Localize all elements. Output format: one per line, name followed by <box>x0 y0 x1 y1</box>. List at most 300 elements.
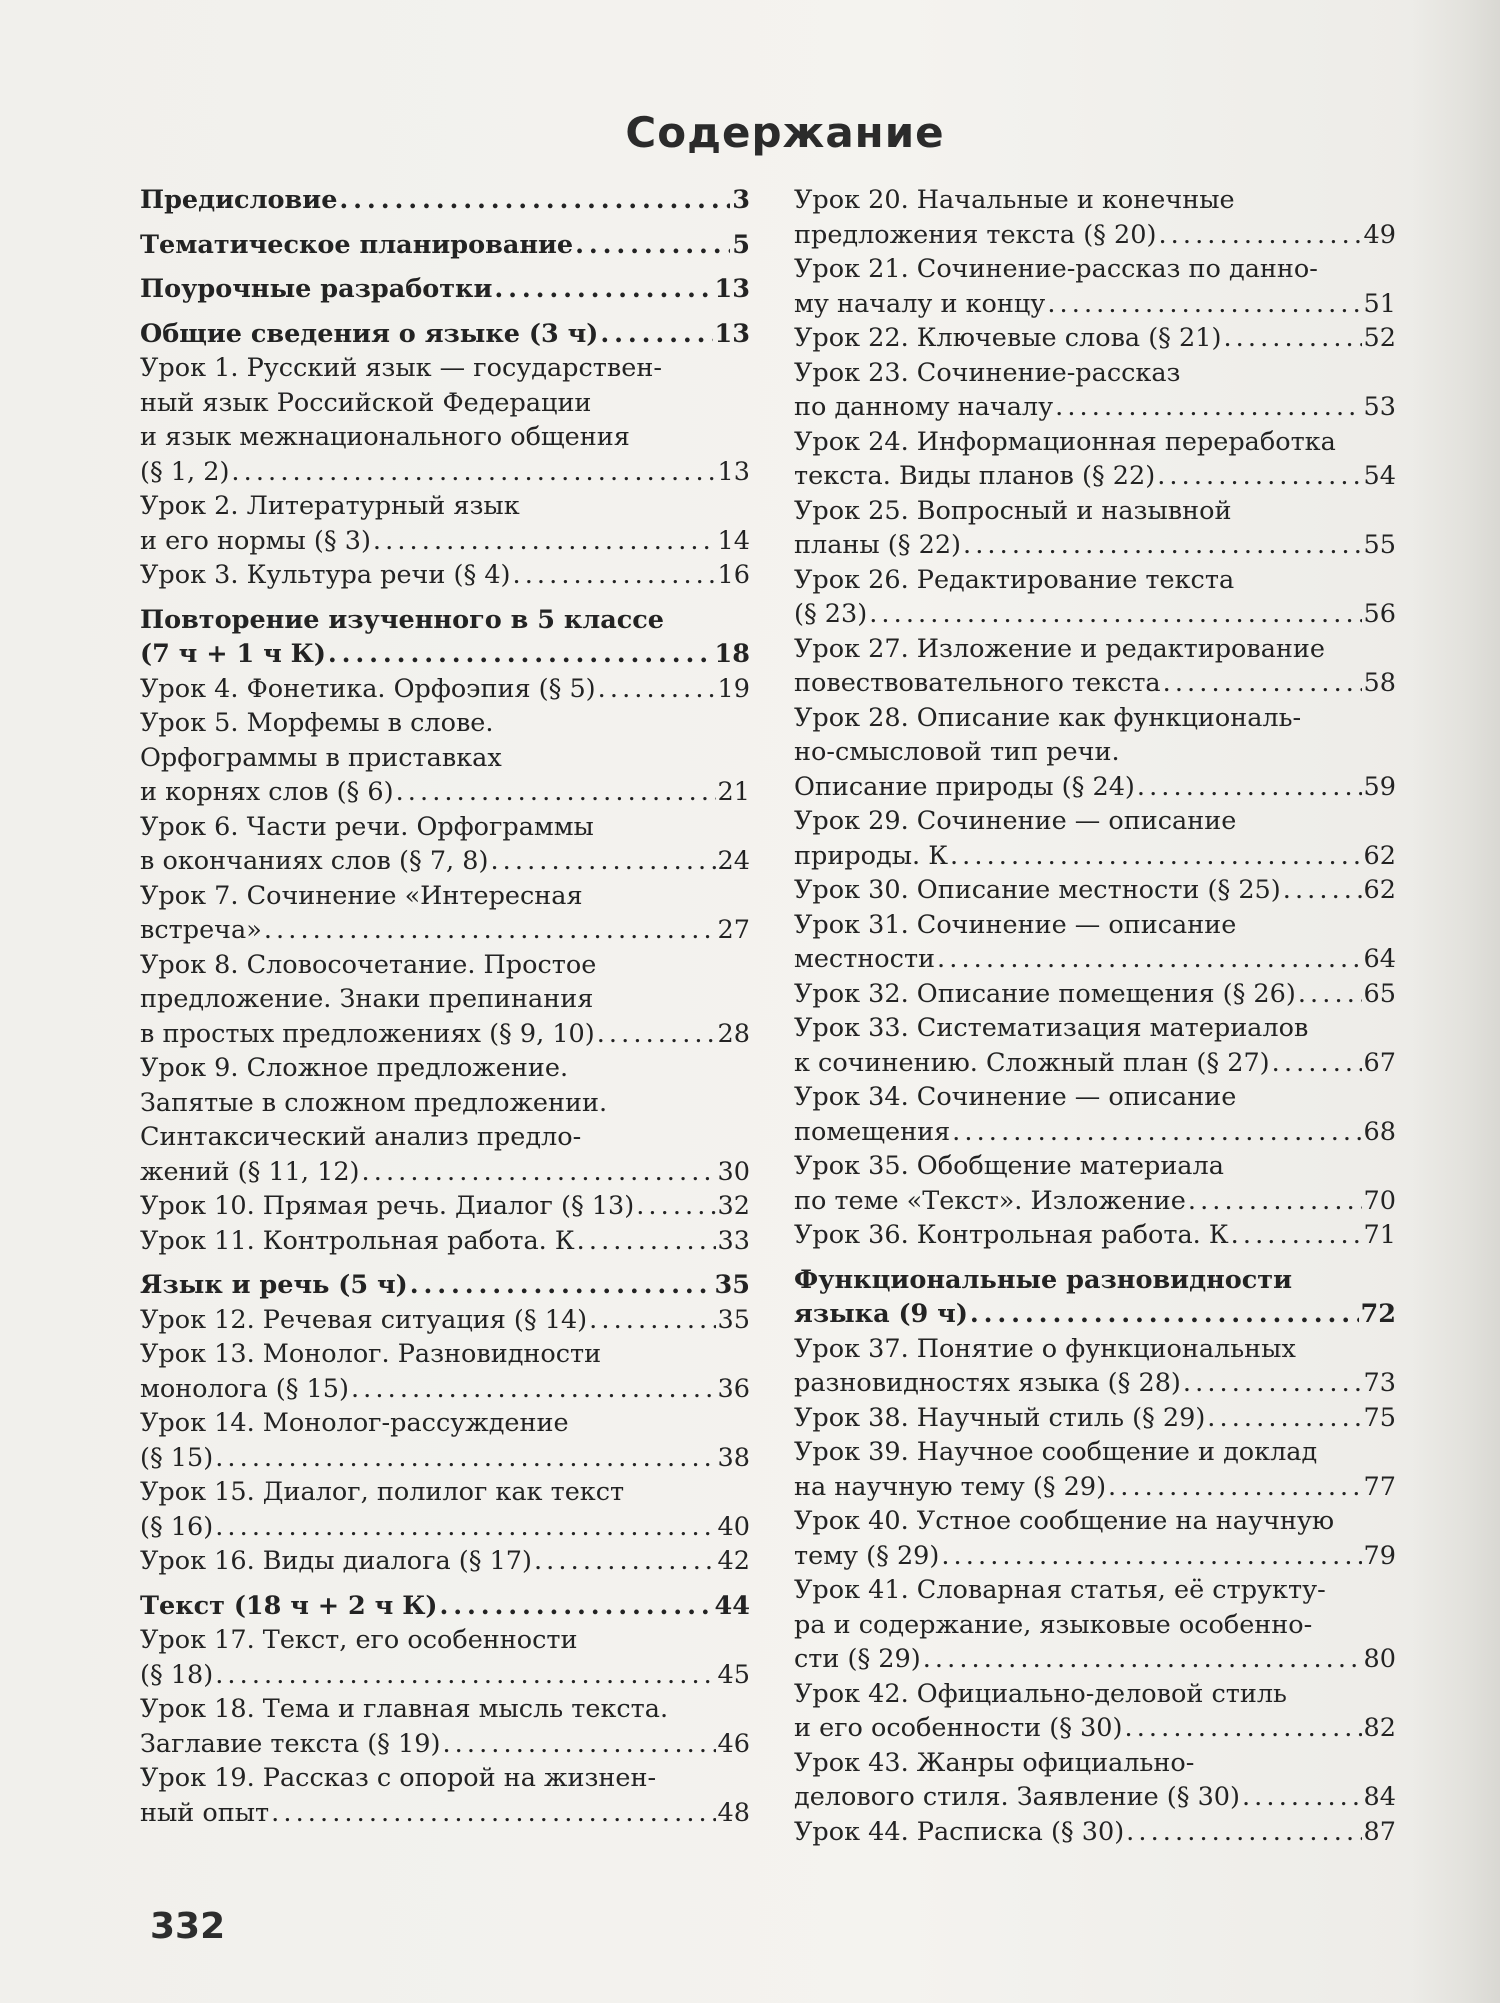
toc-entry-line: Урок 28. Описание как функциональ- <box>794 702 1302 733</box>
dot-leader <box>1047 287 1361 322</box>
toc-entry <box>794 1332 1396 1401</box>
toc-entry <box>794 183 1396 252</box>
toc-page-number: 32 <box>717 1191 750 1221</box>
toc-entry <box>794 494 1396 563</box>
toc-entry-line: Заглавие текста (§ 19) <box>140 1728 441 1759</box>
toc-entry-line: Урок 2. Литературный язык <box>140 491 520 521</box>
toc-entry-last-line <box>140 1372 750 1407</box>
toc-page-number: 42 <box>717 1546 750 1576</box>
toc-page-number: 70 <box>1363 1185 1396 1216</box>
toc-column-left <box>140 183 750 1830</box>
toc-page-number: 77 <box>1363 1471 1396 1502</box>
toc-page-number: 38 <box>717 1442 750 1473</box>
toc-entry <box>794 1677 1396 1746</box>
toc-entry-line: Урок 31. Сочинение — описание <box>794 909 1237 940</box>
toc-entry-line: Урок 27. Изложение и редактирование <box>794 633 1326 664</box>
dot-leader <box>963 528 1362 563</box>
toc-section-heading <box>794 1263 1396 1332</box>
toc-entry-line: Урок 22. Ключевые слова (§ 21) <box>794 323 1222 353</box>
toc-page-number: 35 <box>714 1270 750 1300</box>
toc-entry-line: (§ 18) <box>140 1659 214 1690</box>
toc-page-number: 84 <box>1363 1782 1396 1812</box>
dot-leader <box>577 1224 716 1259</box>
toc-page-number: 62 <box>1363 875 1396 905</box>
toc-entry-line: Урок 42. Официально-деловой стиль <box>794 1678 1287 1709</box>
dot-leader <box>1183 1366 1362 1401</box>
toc-entry-last-line <box>140 455 750 490</box>
toc-page-number: 5 <box>732 229 750 260</box>
toc-entry <box>140 948 750 1052</box>
dot-leader <box>575 228 730 263</box>
toc-entry <box>794 563 1396 632</box>
toc-entry-line: Урок 24. Информационная переработка <box>794 426 1336 457</box>
toc-entry-last-line <box>794 597 1396 632</box>
page-number: 332 <box>150 1906 226 1947</box>
toc-page-number: 79 <box>1363 1540 1396 1571</box>
toc-page-number: 28 <box>717 1018 750 1049</box>
toc-entry-last-line <box>140 183 750 218</box>
toc-entry-line: Урок 35. Обобщение материала <box>794 1151 1224 1181</box>
toc-page-number: 46 <box>717 1728 750 1759</box>
toc-entry-last-line <box>140 1155 750 1190</box>
dot-leader <box>1242 1780 1362 1815</box>
toc-page-number: 24 <box>717 846 750 876</box>
toc-entry-last-line <box>794 1046 1396 1081</box>
toc-entry-line: помещения <box>794 1116 951 1147</box>
toc-entry-last-line <box>140 1189 750 1224</box>
toc-entry-line: сти (§ 29) <box>794 1644 921 1674</box>
dot-leader <box>490 844 715 879</box>
toc-page-number: 54 <box>1363 461 1396 491</box>
dot-leader <box>1283 873 1362 908</box>
toc-entry-line: в окончаниях слов (§ 7, 8) <box>140 846 489 876</box>
dot-leader <box>941 1539 1361 1574</box>
toc-page-number: 18 <box>714 639 750 669</box>
toc-entry-line: Текст (18 ч + 2 ч К) <box>140 1590 438 1621</box>
toc-page-number: 68 <box>1363 1116 1396 1147</box>
toc-entry-last-line <box>140 913 750 948</box>
toc-page-number: 13 <box>717 456 750 487</box>
dot-leader <box>264 913 716 948</box>
toc-page-number: 16 <box>717 560 750 590</box>
toc-entry <box>140 1189 750 1224</box>
dot-leader <box>513 558 716 593</box>
dot-leader <box>494 272 712 307</box>
dot-leader <box>636 1189 715 1224</box>
toc-page-number: 14 <box>717 525 750 556</box>
toc-page-number: 58 <box>1363 668 1396 698</box>
toc-entry-last-line <box>140 524 750 559</box>
toc-entry <box>794 1080 1396 1149</box>
toc-entry-line: Урок 36. Контрольная работа. К <box>794 1220 1229 1250</box>
toc-page-number: 71 <box>1363 1220 1396 1250</box>
toc-entry-line: и язык межнационального общения <box>140 422 630 452</box>
toc-entry-line: и его нормы (§ 3) <box>140 525 371 556</box>
dot-leader <box>970 1297 1359 1332</box>
toc-section-heading <box>140 317 750 352</box>
toc-entry-last-line <box>794 977 1396 1012</box>
dot-leader <box>869 597 1361 632</box>
toc-page-number: 44 <box>714 1590 750 1621</box>
toc-entry-last-line <box>794 1711 1396 1746</box>
toc-entry-line: жений (§ 11, 12) <box>140 1156 360 1187</box>
toc-entry-last-line <box>794 942 1396 977</box>
dot-leader <box>373 524 716 559</box>
toc-entry-last-line <box>794 528 1396 563</box>
toc-entry-line: (§ 1, 2) <box>140 456 230 487</box>
dot-leader <box>598 672 716 707</box>
toc-entry-line: Урок 25. Вопросный и назывной <box>794 495 1232 526</box>
toc-entry-last-line <box>794 1297 1396 1332</box>
toc-entry <box>140 558 750 593</box>
toc-entry <box>794 873 1396 908</box>
toc-page-number: 55 <box>1363 530 1396 560</box>
toc-page-number: 19 <box>717 673 750 704</box>
toc-entry-line: по теме «Текст». Изложение <box>794 1185 1186 1216</box>
toc-page-number: 27 <box>717 915 750 945</box>
toc-page-number: 52 <box>1363 323 1396 353</box>
toc-page-number: 80 <box>1363 1644 1396 1674</box>
toc-entry <box>794 1573 1396 1677</box>
toc-entry-last-line <box>794 770 1396 805</box>
toc-entry <box>140 351 750 489</box>
dot-leader <box>923 1642 1362 1677</box>
toc-page-number: 67 <box>1363 1047 1396 1078</box>
page-title: Содержание <box>625 108 945 157</box>
toc-entry-line: Урок 11. Контрольная работа. К <box>140 1225 575 1256</box>
toc-page-number: 3 <box>732 185 750 215</box>
toc-entry-line: Запятые в сложном предложении. <box>140 1087 608 1118</box>
dot-leader <box>534 1544 716 1579</box>
dot-leader <box>396 775 716 810</box>
toc-entry <box>140 1406 750 1475</box>
toc-entry-line: Урок 20. Начальные и конечные <box>794 185 1235 215</box>
dot-leader <box>328 637 713 672</box>
toc-entry-line: Урок 21. Сочинение-рассказ по данно- <box>794 254 1318 284</box>
toc-entry-line: Урок 1. Русский язык — государствен- <box>140 353 662 383</box>
toc-section-heading <box>140 272 750 307</box>
toc-entry <box>140 1761 750 1830</box>
toc-entry <box>140 489 750 558</box>
toc-entry-line: на научную тему (§ 29) <box>794 1471 1107 1502</box>
toc-entry-line: Урок 10. Прямая речь. Диалог (§ 13) <box>140 1191 635 1221</box>
page-edge-shadow <box>1410 0 1500 2003</box>
toc-page-number: 65 <box>1363 978 1396 1009</box>
toc-entry-line: (§ 15) <box>140 1442 214 1473</box>
toc-page-number: 59 <box>1363 771 1396 802</box>
toc-entry-line: Урок 26. Редактирование текста <box>794 564 1235 595</box>
toc-page-number: 33 <box>717 1225 750 1256</box>
toc-entry-last-line <box>140 844 750 879</box>
toc-entry <box>140 1544 750 1579</box>
toc-entry-last-line <box>794 1642 1396 1677</box>
toc-entry-line: и корнях слов (§ 6) <box>140 777 394 807</box>
toc-section-heading <box>140 603 750 672</box>
dot-leader <box>439 1589 712 1624</box>
toc-entry-line: Урок 33. Систематизация материалов <box>794 1013 1309 1043</box>
toc-entry-line: Урок 17. Текст, его особенности <box>140 1625 578 1655</box>
toc-entry-last-line <box>794 321 1396 356</box>
dot-leader <box>1055 390 1361 425</box>
toc-entry-line: встреча» <box>140 915 262 945</box>
toc-entry-last-line <box>140 317 750 352</box>
dot-leader <box>1158 218 1361 253</box>
toc-page-number: 64 <box>1363 944 1396 974</box>
toc-entry-line: Поурочные разработки <box>140 274 493 304</box>
toc-entry-last-line <box>140 1727 750 1762</box>
dot-leader <box>271 1796 715 1831</box>
toc-page-number: 13 <box>714 274 750 304</box>
toc-entry-line: в простых предложениях (§ 9, 10) <box>140 1018 595 1049</box>
toc-page-number: 75 <box>1363 1402 1396 1433</box>
toc-entry <box>794 1401 1396 1436</box>
toc-entry-line: Предисловие <box>140 185 338 215</box>
toc-entry-line: разновидностях языка (§ 28) <box>794 1368 1181 1398</box>
dot-leader <box>1207 1401 1361 1436</box>
toc-entry-last-line <box>140 1268 750 1303</box>
dot-leader <box>937 942 1362 977</box>
dot-leader <box>1231 1218 1362 1253</box>
toc-entry <box>140 879 750 948</box>
toc-entry-last-line <box>794 287 1396 322</box>
toc-entry <box>794 1011 1396 1080</box>
toc-entry <box>794 1218 1396 1253</box>
toc-entry <box>140 672 750 707</box>
dot-leader <box>231 455 715 490</box>
toc-entry-last-line <box>794 390 1396 425</box>
dot-leader <box>215 1658 715 1693</box>
toc-entry-last-line <box>794 1539 1396 1574</box>
dot-leader <box>362 1155 716 1190</box>
toc-entry-line: повествовательного текста <box>794 668 1161 698</box>
toc-entry <box>140 1623 750 1692</box>
toc-entry-line: тему (§ 29) <box>794 1540 940 1571</box>
toc-entry-line: Общие сведения о языке (3 ч) <box>140 318 599 349</box>
toc-entry-last-line <box>794 1401 1396 1436</box>
toc-entry-line: Урок 8. Словосочетание. Простое <box>140 949 597 980</box>
toc-entry-line: Описание природы (§ 24) <box>794 771 1135 802</box>
dot-leader <box>1163 666 1362 701</box>
toc-entry-line: Урок 3. Культура речи (§ 4) <box>140 560 511 590</box>
toc-entry <box>794 977 1396 1012</box>
toc-entry-line: (§ 23) <box>794 599 868 629</box>
dot-leader <box>1298 977 1362 1012</box>
toc-entry-last-line <box>794 873 1396 908</box>
toc-entry-last-line <box>140 272 750 307</box>
dot-leader <box>351 1372 716 1407</box>
toc-entry <box>794 804 1396 873</box>
dot-leader <box>589 1303 715 1338</box>
toc-entry-last-line <box>140 1303 750 1338</box>
toc-entry <box>140 1337 750 1406</box>
toc-entry-line: ный опыт <box>140 1797 270 1828</box>
toc-entry-line: Урок 18. Тема и главная мысль текста. <box>140 1694 669 1724</box>
toc-entry-line: Урок 12. Речевая ситуация (§ 14) <box>140 1304 588 1335</box>
toc-entry-line: Урок 44. Расписка (§ 30) <box>794 1816 1125 1847</box>
toc-entry <box>140 1475 750 1544</box>
toc-entry-line: Урок 16. Виды диалога (§ 17) <box>140 1546 532 1576</box>
toc-entry-line: Орфограммы в приставках <box>140 742 502 773</box>
toc-entry <box>794 632 1396 701</box>
toc-entry <box>794 701 1396 805</box>
dot-leader <box>952 1115 1361 1150</box>
toc-column-right <box>794 183 1396 1849</box>
toc-entry-last-line <box>794 1470 1396 1505</box>
toc-page-number: 35 <box>717 1304 750 1335</box>
toc-entry-last-line <box>794 1780 1396 1815</box>
toc-entry-line: Урок 14. Монолог-рассуждение <box>140 1408 569 1438</box>
toc-entry-line: Урок 39. Научное сообщение и доклад <box>794 1437 1318 1467</box>
dot-leader <box>597 1017 716 1052</box>
toc-entry-last-line <box>140 558 750 593</box>
toc-entry-line: ный язык Российской Федерации <box>140 387 592 418</box>
toc-entry-last-line <box>794 1815 1396 1850</box>
toc-entry-line: Урок 5. Морфемы в слове. <box>140 708 494 738</box>
dot-leader <box>410 1268 713 1303</box>
toc-entry-line: природы. К <box>794 840 948 871</box>
toc-entry-line: му началу и концу <box>794 288 1046 319</box>
toc-entry-last-line <box>140 775 750 810</box>
toc-entry-last-line <box>794 459 1396 494</box>
dot-leader <box>215 1441 715 1476</box>
toc-section-heading <box>140 1268 750 1303</box>
toc-entry-line: Урок 19. Рассказ с опорой на жизнен- <box>140 1763 657 1793</box>
toc-entry <box>140 1051 750 1189</box>
toc-entry-last-line <box>140 637 750 672</box>
toc-entry-last-line <box>794 1366 1396 1401</box>
toc-entry-last-line <box>794 1218 1396 1253</box>
toc-page-number: 48 <box>717 1797 750 1828</box>
toc-entry-line: текста. Виды планов (§ 22) <box>794 461 1156 491</box>
toc-entry-line: Урок 41. Словарная статья, её структу- <box>794 1575 1326 1605</box>
dot-leader <box>1188 1184 1362 1219</box>
toc-entry-last-line <box>140 1658 750 1693</box>
toc-entry-line: Тематическое планирование <box>140 229 574 260</box>
toc-entry-line: местности <box>794 944 936 974</box>
toc-entry-line: ра и содержание, языковые особенно- <box>794 1609 1313 1640</box>
toc-entry-line: Урок 13. Монолог. Разновидности <box>140 1339 602 1369</box>
toc-entry-last-line <box>140 672 750 707</box>
toc-page-number: 30 <box>717 1156 750 1187</box>
toc-entry <box>140 1692 750 1761</box>
toc-entry <box>140 1303 750 1338</box>
toc-entry-line: Урок 43. Жанры официально- <box>794 1747 1195 1778</box>
toc-entry <box>794 356 1396 425</box>
toc-entry-last-line <box>140 1510 750 1545</box>
toc-page-number: 87 <box>1363 1816 1396 1847</box>
toc-section-heading <box>140 228 750 263</box>
toc-entry-last-line <box>140 1544 750 1579</box>
toc-entry-line: Урок 34. Сочинение — описание <box>794 1082 1237 1112</box>
toc-entry <box>794 425 1396 494</box>
toc-entry-line: Урок 4. Фонетика. Орфоэпия (§ 5) <box>140 673 596 704</box>
toc-entry-line: Урок 15. Диалог, полилог как текст <box>140 1477 625 1507</box>
dot-leader <box>600 317 712 352</box>
dot-leader <box>1137 770 1362 805</box>
toc-entry-last-line <box>794 1184 1396 1219</box>
dot-leader <box>1124 1711 1361 1746</box>
toc-entry-line: предложения текста (§ 20) <box>794 219 1157 250</box>
toc-entry-line: Урок 23. Сочинение-рассказ <box>794 357 1181 388</box>
dot-leader <box>1157 459 1361 494</box>
toc-entry-line: Урок 7. Сочинение «Интересная <box>140 880 583 911</box>
toc-page-number: 49 <box>1363 219 1396 250</box>
toc-entry-line: Язык и речь (5 ч) <box>140 1270 408 1300</box>
toc-entry-last-line <box>794 666 1396 701</box>
toc-page-number: 40 <box>717 1511 750 1542</box>
toc-section-heading <box>140 1589 750 1624</box>
toc-entry-last-line <box>140 1224 750 1259</box>
toc-entry-line: Повторение изученного в 5 классе <box>140 604 665 635</box>
toc-entry-line: планы (§ 22) <box>794 530 961 560</box>
toc-entry-last-line <box>794 218 1396 253</box>
toc-entry-line: предложение. Знаки препинания <box>140 984 594 1014</box>
toc-page-number: 72 <box>1360 1299 1396 1329</box>
toc-page-number: 82 <box>1363 1713 1396 1743</box>
toc-entry-last-line <box>794 839 1396 874</box>
toc-entry-line: Урок 40. Устное сообщение на научную <box>794 1506 1335 1536</box>
toc-entry-line: но-смысловой тип речи. <box>794 737 1120 767</box>
toc-entry-last-line <box>140 1589 750 1624</box>
toc-entry <box>794 908 1396 977</box>
dot-leader <box>339 183 730 218</box>
toc-entry-line: (§ 16) <box>140 1511 214 1542</box>
toc-entry-last-line <box>140 228 750 263</box>
dot-leader <box>442 1727 715 1762</box>
toc-entry-line: Урок 32. Описание помещения (§ 26) <box>794 978 1296 1009</box>
toc-page-number: 73 <box>1363 1368 1396 1398</box>
toc-entry <box>794 1504 1396 1573</box>
toc-page-number: 36 <box>717 1373 750 1404</box>
toc-entry <box>140 810 750 879</box>
toc-entry-line: (7 ч + 1 ч К) <box>140 639 326 669</box>
toc-entry-line: делового стиля. Заявление (§ 30) <box>794 1782 1240 1812</box>
dot-leader <box>1126 1815 1361 1850</box>
toc-entry <box>794 1435 1396 1504</box>
toc-page-number: 13 <box>714 318 750 349</box>
dot-leader <box>215 1510 715 1545</box>
toc-page-number: 45 <box>717 1659 750 1690</box>
toc-entry-last-line <box>794 1115 1396 1150</box>
toc-entry <box>794 1746 1396 1815</box>
toc-entry-line: к сочинению. Сложный план (§ 27) <box>794 1047 1270 1078</box>
toc-entry-line: Урок 30. Описание местности (§ 25) <box>794 875 1281 905</box>
toc-page-number: 56 <box>1363 599 1396 629</box>
toc-entry <box>140 706 750 810</box>
toc-entry-line: Урок 6. Части речи. Орфограммы <box>140 811 594 842</box>
toc-entry-last-line <box>140 1796 750 1831</box>
dot-leader <box>1223 321 1361 356</box>
toc-entry <box>140 1224 750 1259</box>
toc-page-number: 51 <box>1363 288 1396 319</box>
toc-entry-line: языка (9 ч) <box>794 1299 968 1329</box>
toc-page-number: 21 <box>717 777 750 807</box>
dot-leader <box>1108 1470 1362 1505</box>
toc-entry-line: Урок 29. Сочинение — описание <box>794 806 1237 836</box>
toc-entry-line: Урок 9. Сложное предложение. <box>140 1053 569 1083</box>
toc-entry-last-line <box>140 1017 750 1052</box>
dot-leader <box>950 839 1362 874</box>
toc-section-heading <box>140 183 750 218</box>
toc-entry-line: по данному началу <box>794 392 1054 422</box>
toc-entry <box>794 252 1396 321</box>
toc-page-number: 62 <box>1363 840 1396 871</box>
toc-entry-line: Синтаксический анализ предло- <box>140 1122 582 1152</box>
toc-entry-line: Урок 38. Научный стиль (§ 29) <box>794 1402 1206 1433</box>
dot-leader <box>1272 1046 1362 1081</box>
toc-page-number: 53 <box>1363 392 1396 422</box>
toc-entry-line: монолога (§ 15) <box>140 1373 349 1404</box>
